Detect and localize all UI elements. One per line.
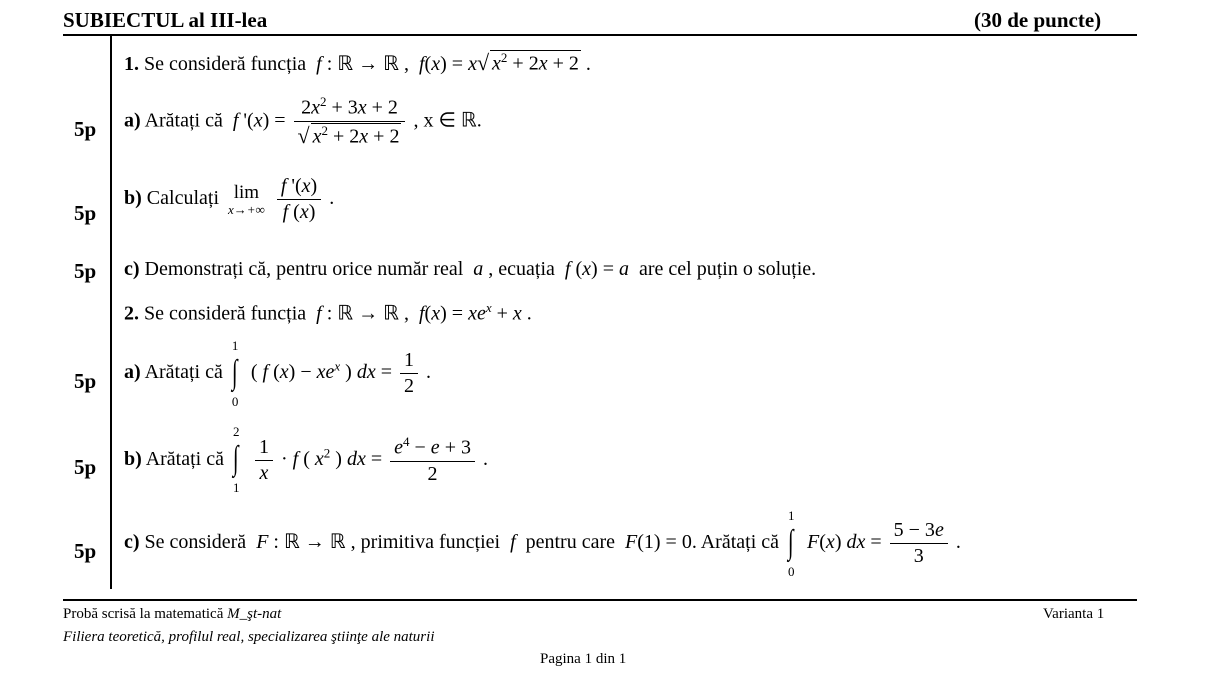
points-1b: 5p <box>74 201 97 225</box>
item-1a: a) Arătați că f '(x) = $\frac{2x^2 + 3x + 2}{√ x^2 + 2x + 2}$ , x ∈ ℝ. <box>124 94 482 148</box>
fraction-2c: $\frac{5 - 3e}{3}$ <box>890 518 948 569</box>
footer-page: Pagina 1 din 1 <box>540 651 627 667</box>
item-1c: c) Demonstrați că, pentru orice număr real a , ecuația f (x) = a are cel puțin o soluție. <box>124 258 817 280</box>
integral-sign: 2 ∫ 1 <box>232 424 240 496</box>
item-2b: b) Arătați că 2 ∫ 1 $\frac{1}{x}$ · f ( $x^2$ ) dx = $\frac{e^4 - e + 3}{2}$ . <box>124 424 488 496</box>
section-title: SUBIECTUL al III-lea <box>63 8 268 32</box>
fraction-1a: $\frac{2x^2 + 3x + 2}{√ x^2 + 2x + 2}$ <box>294 94 406 150</box>
footer-rule <box>63 599 1137 601</box>
points-1c: 5p <box>74 259 97 283</box>
section-points: (30 de puncte) <box>974 8 1102 32</box>
points-1a: 5p <box>74 117 97 141</box>
footer-track: Filiera teoretică, profilul real, specializarea ştiinţe ale naturii <box>63 629 435 645</box>
item-1b: b) Calculați lim x→+∞ $\frac{f '(x)}{f (x)}$ . <box>124 175 335 223</box>
integral-sign: 1 ∫ 0 <box>787 507 795 579</box>
problem2-intro: 2. Se consideră funcția f : ℝ → ℝ , $f(x) = xe^x + x$ . <box>124 300 532 325</box>
integral-sign: 1 ∫ 0 <box>231 337 239 409</box>
points-2a: 5p <box>74 369 97 393</box>
item-2a: a) Arătați că 1 ∫ 0 ( f $(x) - xe^x$ ) dx = $\frac{1}{2}$ . <box>124 337 431 409</box>
item-2c: c) Se consideră F : ℝ → ℝ , primitiva funcției f pentru care F(1) = 0. Arătați că 1 ∫ 0 F(x) dx = $\frac{5 - 3e}{3}$ . <box>124 507 961 579</box>
footer-variant: Varianta 1 <box>1043 606 1105 622</box>
points-column-divider <box>110 36 112 589</box>
problem1-intro: 1. Se consideră funcția f : ℝ → ℝ , f(x) = x√ $x^2 + 2x + 2$ . <box>124 50 591 75</box>
fraction-2b-a: $\frac{1}{x}$ <box>255 435 273 486</box>
header-rule <box>63 34 1137 36</box>
fraction-2b-b: $\frac{e^4 - e + 3}{2}$ <box>390 434 475 487</box>
points-2b: 5p <box>74 455 97 479</box>
footer-exam-line: Probă scrisă la matematică M_şt-nat <box>63 606 282 622</box>
fraction-1b: $\frac{f '(x)}{f (x)}$ <box>277 174 321 225</box>
fraction-2a: $\frac{1}{2}$ <box>400 348 418 399</box>
points-2c: 5p <box>74 539 97 563</box>
